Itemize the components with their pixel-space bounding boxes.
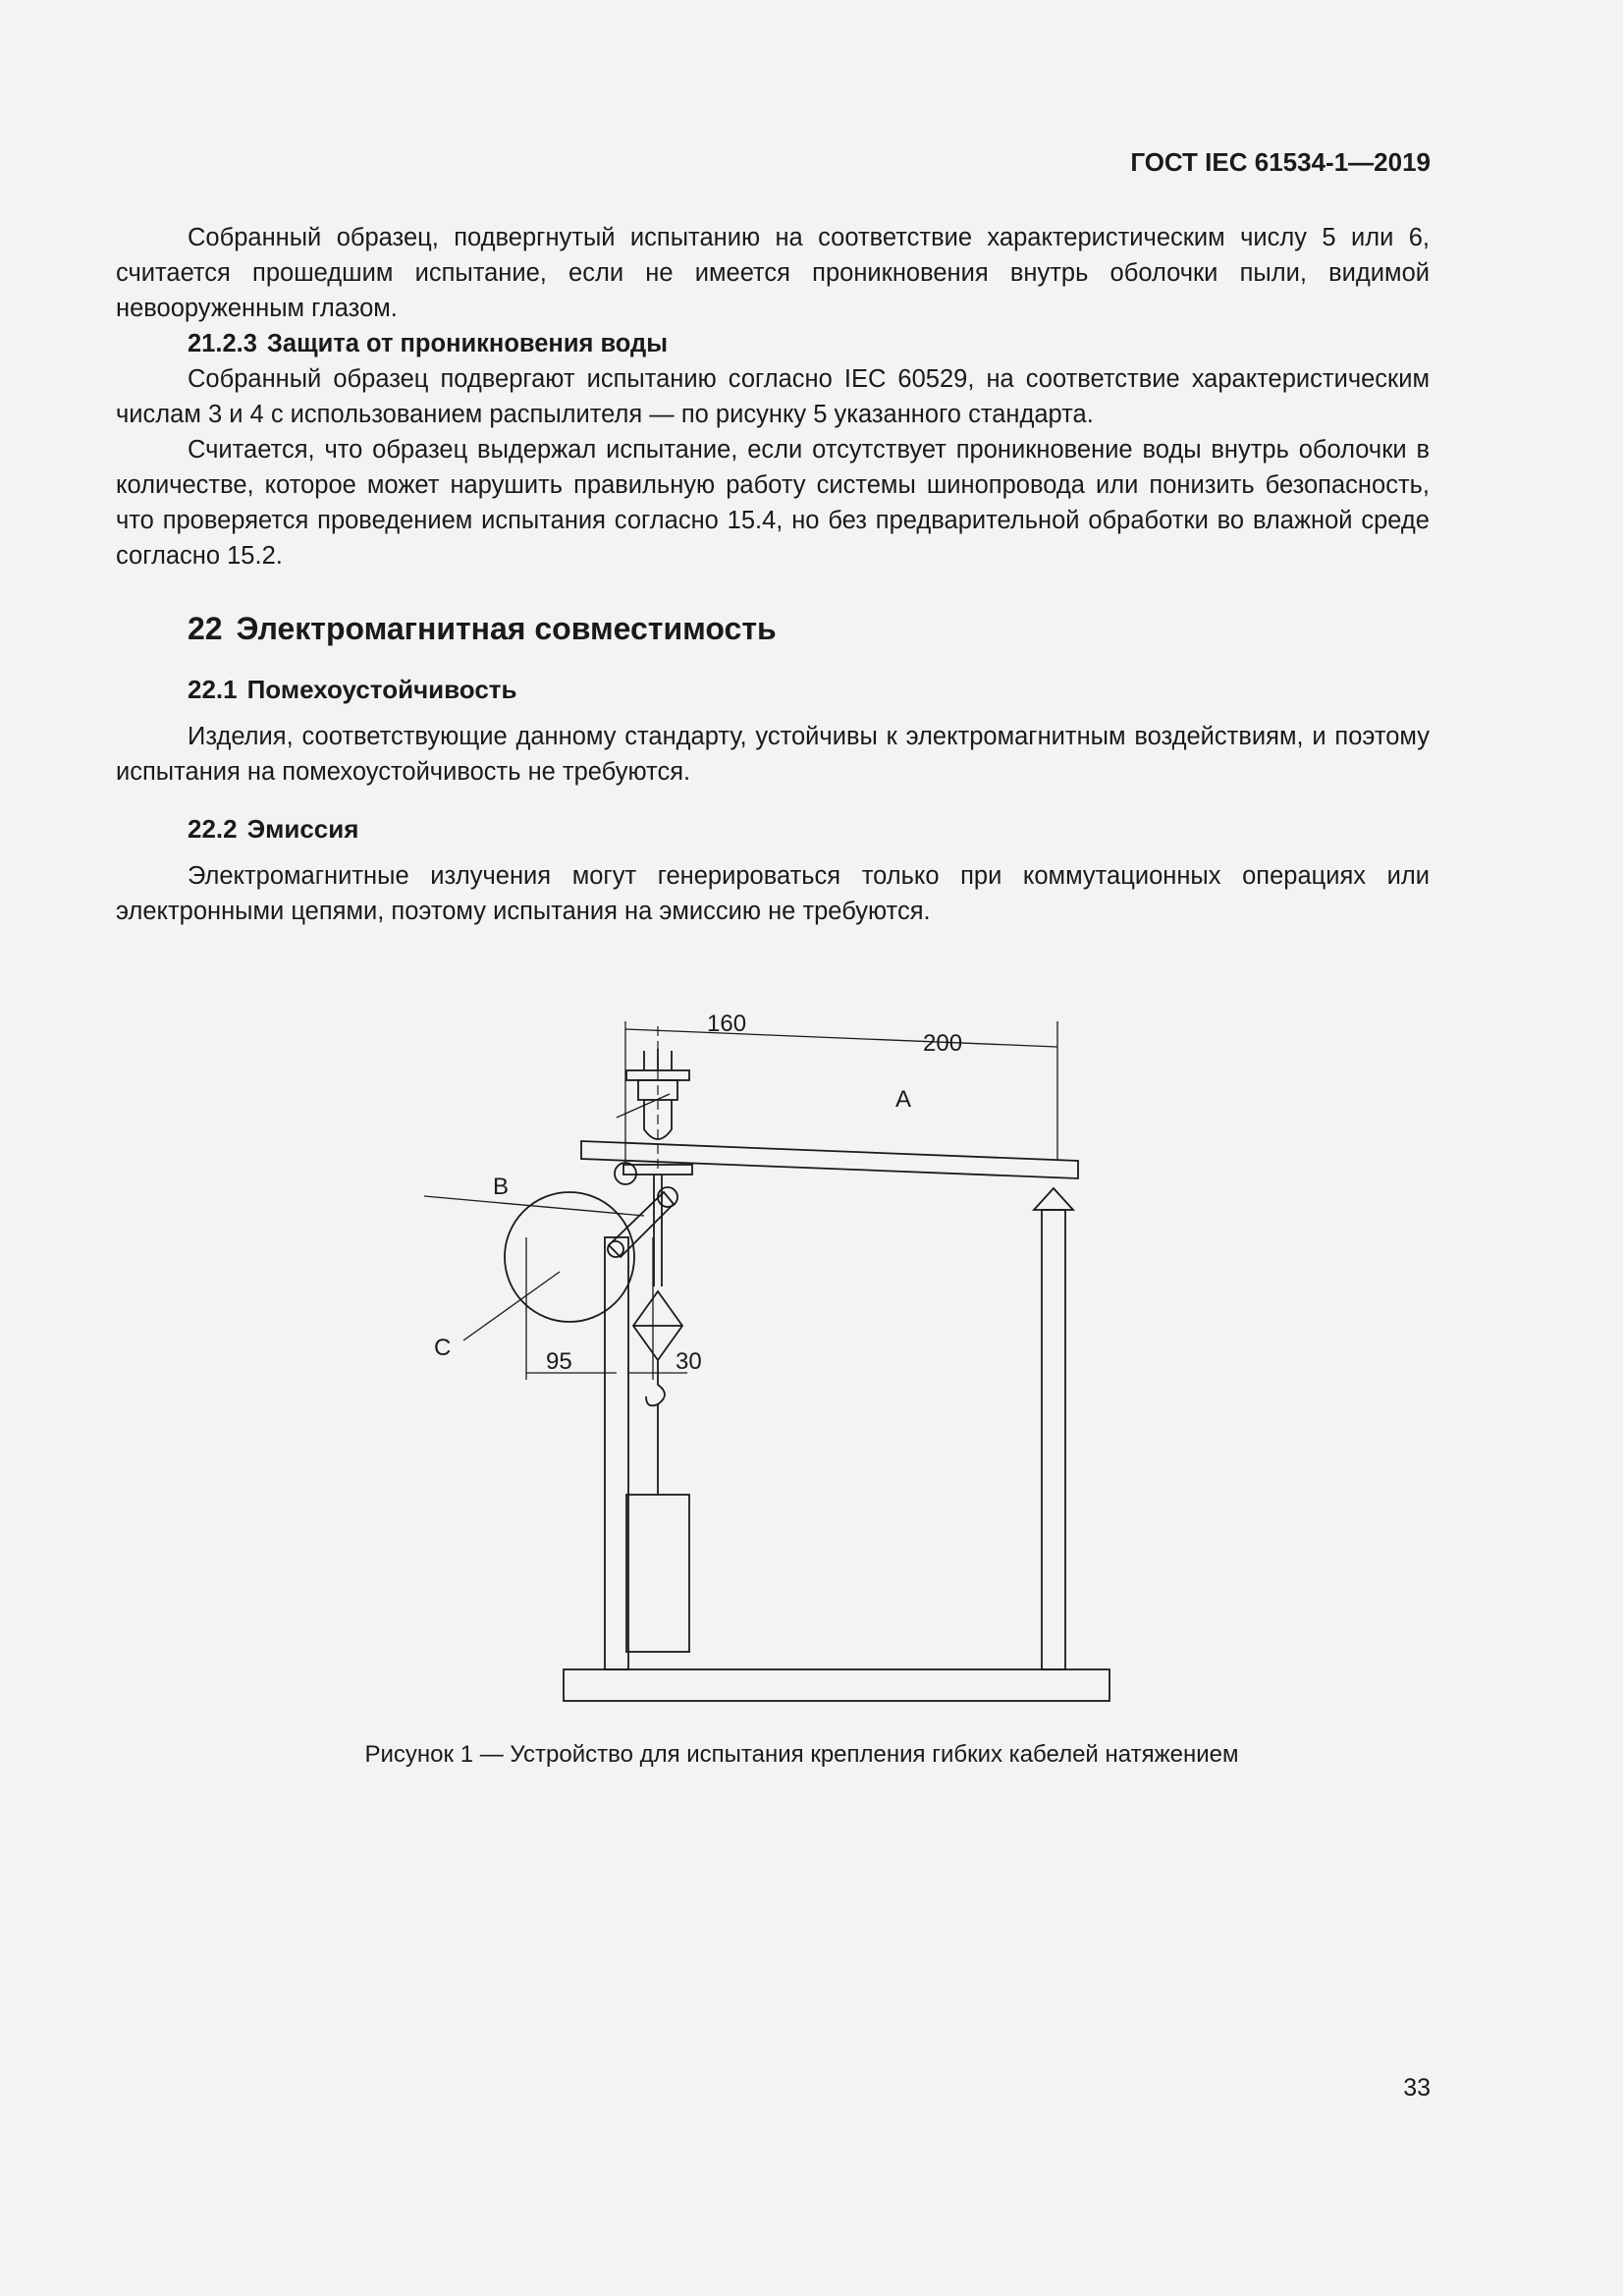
section-number: 22	[188, 611, 223, 646]
paragraph-water-test: Собранный образец подвергают испытанию согласно IEC 60529, на соответствие характеристическим числам 3 и 4 с использованием распылителя — по рисунку 5 указанного стандарта.	[116, 365, 1430, 428]
dimension-95: 95	[546, 1348, 572, 1375]
subheading-title: Защита от проникновения воды	[266, 330, 669, 357]
subsection-title: Помехоустойчивость	[246, 675, 517, 704]
page-number: 33	[1403, 2074, 1431, 2102]
label-b: B	[493, 1174, 510, 1200]
paragraph-dust-result: Собранный образец, подвергнутый испытанию на соответствие характеристическим числу 5 или 6, считается прошедшим испытание, если не имеется проникновения внутрь оболочки пыли, видимой невооруженным глазом.	[116, 224, 1430, 322]
figure-tension-test-device	[412, 992, 1119, 1719]
subsection-title: Эмиссия	[246, 814, 359, 844]
subsection-number: 22.1	[188, 675, 238, 704]
leader-b	[424, 1196, 644, 1216]
leader-c	[463, 1272, 560, 1340]
lever-pivot-circle	[608, 1241, 623, 1257]
subsection-heading-22-1	[116, 672, 1430, 707]
subheading-number: 21.2.3	[188, 330, 257, 357]
paragraph-water-result: Считается, что образец выдержал испытание, если отсутствует проникновение воды внутрь оболочки в количестве, которое может нарушить правильную работу системы шинопровода или понизить безопасность, что проверяется проведением испытания согласно 15.4, но без предварительной обработки во влажной среде согласно 15.2.	[116, 436, 1430, 570]
dim-line-top	[625, 1029, 1057, 1047]
figure-caption	[0, 1741, 1623, 1769]
main-text	[116, 220, 1430, 929]
lever-arm-b	[609, 1192, 674, 1257]
dimension-30: 30	[676, 1348, 702, 1375]
label-a: A	[895, 1086, 912, 1113]
section-heading-22	[116, 607, 1430, 650]
figure-drawing	[412, 992, 1119, 1719]
leader-a	[617, 1094, 670, 1118]
hook	[646, 1360, 665, 1405]
right-post	[1042, 1210, 1065, 1669]
document-code-header: ГОСТ IEC 61534-1—2019	[1130, 147, 1431, 177]
beam-pivot-circle	[615, 1163, 636, 1184]
subsection-heading-22-2	[116, 811, 1430, 847]
weight-block	[626, 1495, 689, 1652]
paragraph-immunity: Изделия, соответствующие данному стандарту, устойчивы к электромагнитным воздействиям, и поэтому испытания на помехоустойчивость не требуются.	[116, 723, 1430, 786]
dimension-200: 200	[923, 1030, 963, 1057]
balance-beam	[581, 1141, 1078, 1178]
pivot-triangle	[1034, 1188, 1073, 1210]
paragraph-emission: Электромагнитные излучения могут генерироваться только при коммутационных операциях или электронными цепями, поэтому испытания на эмиссию не требуются.	[116, 862, 1430, 925]
base-plate	[564, 1669, 1109, 1701]
subsection-number: 22.2	[188, 814, 238, 844]
section-title: Электромагнитная совместимость	[236, 611, 777, 646]
dimension-160: 160	[707, 1011, 747, 1037]
subheading-21-2-3	[116, 326, 1430, 361]
figure-caption-text: Рисунок 1 — Устройство для испытания крепления гибких кабелей натяжением	[364, 1741, 1239, 1768]
label-c: C	[434, 1335, 452, 1361]
